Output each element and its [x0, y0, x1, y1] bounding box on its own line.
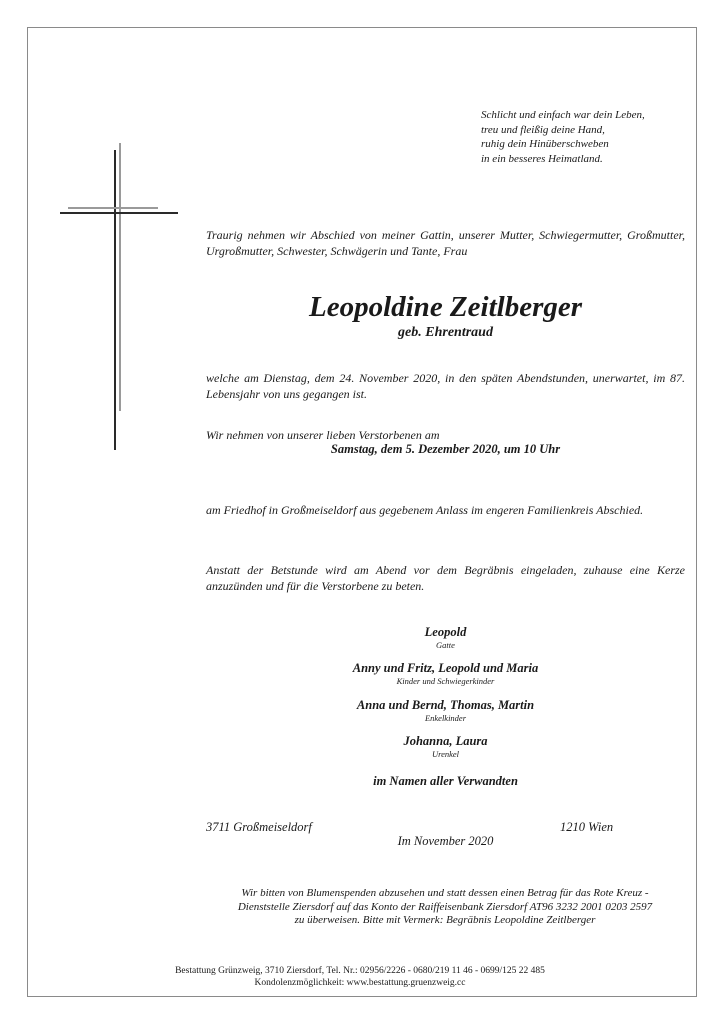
poem-line: Schlicht und einfach war dein Leben,	[481, 109, 645, 121]
poem-line: in ein besseres Heimatland.	[481, 152, 603, 165]
death-text: welche am Dienstag, dem 24. November 2020, in den späten Abendstunden, unerwartet, im 87. Lebensjahr von uns gegangen ist.	[206, 371, 685, 401]
mourner-block	[206, 698, 685, 723]
donation-line: Wir bitten von Blumenspenden abzusehen und statt dessen einen Betrag für das Rote Kreuz -	[241, 887, 649, 899]
deceased-name: Leopoldine Zeitlberger	[308, 291, 583, 323]
mourner-name: Johanna, Laura	[403, 734, 488, 748]
mourner-block	[206, 625, 685, 650]
funeral-place: am Friedhof in Großmeiseldorf aus gegebenem Anlass im engeren Familienkreis Abschied.	[206, 503, 644, 517]
funeral-date: Samstag, dem 5. Dezember 2020, um 10 Uhr	[330, 442, 561, 456]
mourner-name: Anna und Bernd, Thomas, Martin	[356, 698, 535, 712]
farewell-intro: Wir nehmen von unserer lieben Verstorbenen am	[206, 428, 440, 442]
relatives-line: im Namen aller Verwandten	[373, 774, 518, 788]
donation-line: Dienststelle Ziersdorf auf das Konto der Raiffeisenbank Ziersdorf AT96 3232 2001 0203 2597	[237, 900, 653, 913]
footer-line: Kondolenzmöglichkeit: www.bestattung.gruenzweig.cc	[254, 977, 466, 988]
intro-text: Traurig nehmen wir Abschied von meiner Gattin, unserer Mutter, Schwiegermutter, Großmutter, Urgroßmutter, Schwester, Schwägerin und Tante, Frau	[206, 228, 685, 258]
donation-note	[180, 887, 710, 928]
undertaker-footer	[80, 966, 640, 989]
candle-text: Anstatt der Betstunde wird am Abend vor dem Begräbnis eingeladen, zuhause eine Kerze anzuzünden und für die Verstorbene zu beten.	[206, 563, 685, 593]
month-line: Im November 2020	[397, 834, 494, 848]
place-right: 1210 Wien	[560, 820, 614, 834]
poem-line: ruhig dein Hinüberschweben	[481, 138, 609, 150]
mourner-name: Anny und Fritz, Leopold und Maria	[352, 661, 539, 675]
mourner-role: Kinder und Schwiegerkinder	[396, 676, 495, 686]
donation-line: zu überweisen. Bitte mit Vermerk: Begräbnis Leopoldine Zeitlberger	[294, 914, 596, 926]
footer-line: Bestattung Grünzweig, 3710 Ziersdorf, Tel. Nr.: 02956/2226 - 0680/219 11 46 - 0699/125 22 485	[175, 966, 545, 976]
place-left: 3711 Großmeiseldorf	[206, 820, 312, 834]
mourner-role: Urenkel	[431, 749, 460, 759]
mourner-role: Enkelkinder	[424, 713, 467, 723]
mourner-name: Leopold	[424, 625, 467, 639]
mourner-block	[206, 661, 685, 686]
poem	[481, 108, 645, 166]
birth-name: geb. Ehrentraud	[398, 325, 493, 340]
mourner-block	[206, 734, 685, 759]
poem-line: treu und fleißig deine Hand,	[481, 123, 605, 136]
mourner-role: Gatte	[436, 640, 455, 650]
